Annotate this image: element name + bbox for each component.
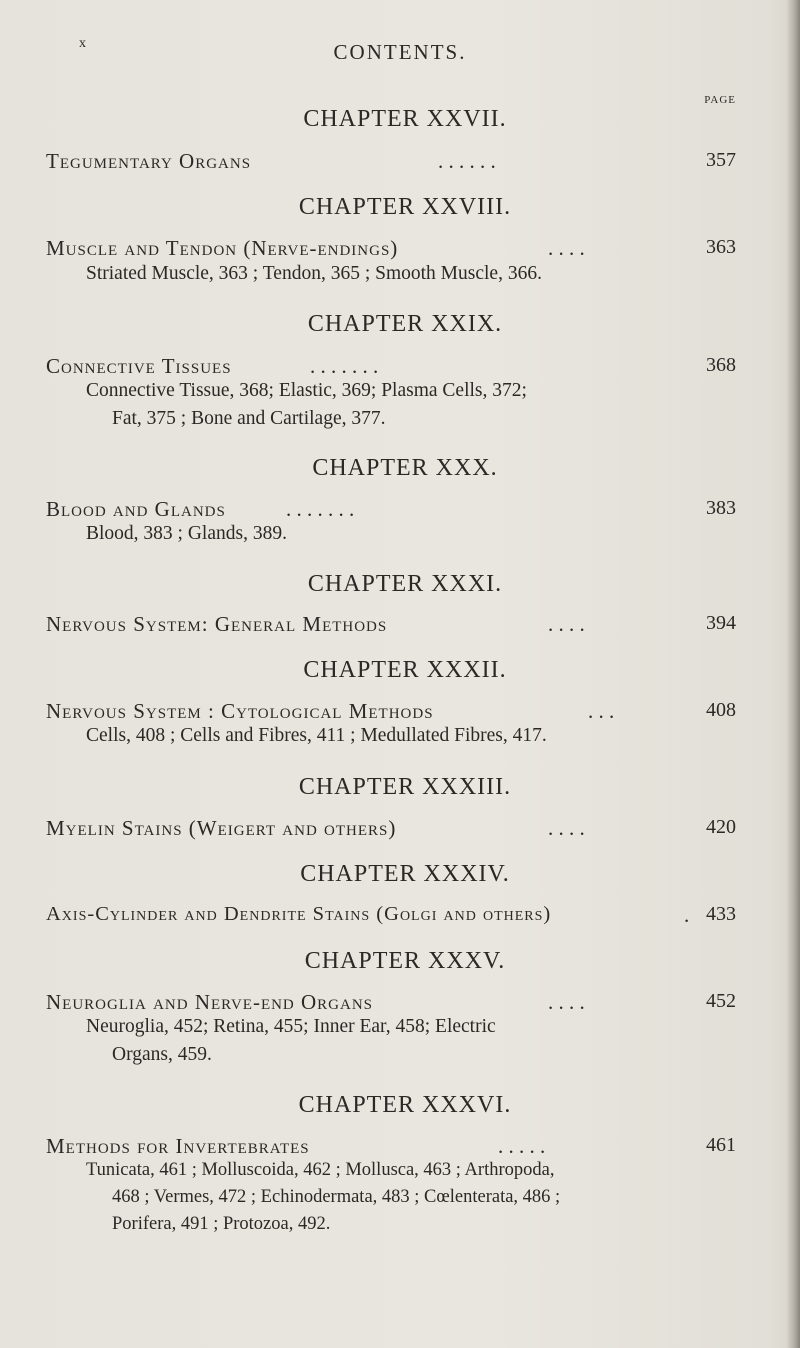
entry-title: Neuroglia and Nerve-end Organs [46,990,374,1014]
page-number: x [79,36,86,51]
entry-title: Methods for Invertebrates [46,1134,310,1158]
leader-dots: . . . . . . . [310,354,379,378]
running-title: CONTENTS. [333,40,467,64]
entry-title: Axis-Cylinder and Dendrite Stains (Golgi and others) [46,903,552,925]
leader-dots: . . . . [548,816,585,840]
entry-subtopics: Blood, 383 ; Glands, 389. [86,523,287,544]
entry-subtopics: Tunicata, 461 ; Molluscoida, 462 ; Mollusca, 463 ; Arthropoda, [86,1160,555,1180]
toc-entry[interactable] [46,236,736,266]
leader-dots: . . . [588,699,615,723]
leader-dots: . . . . . . . [286,497,355,521]
toc-entry[interactable] [46,612,736,642]
entry-subtopics: Neuroglia, 452; Retina, 455; Inner Ear, 458; Electric [86,1016,496,1037]
entry-subtopics: Cells, 408 ; Cells and Fibres, 411 ; Medullated Fibres, 417. [86,725,547,746]
chapter-heading: CHAPTER XXXIV. [300,861,510,887]
chapter-heading: CHAPTER XXVIII. [298,194,512,220]
toc-entry[interactable] [46,149,736,179]
entry-page: 433 [706,903,736,925]
page-column-label: PAGE [704,94,736,106]
entry-title: Blood and Glands [46,497,226,521]
leader-dots: . . . . [548,236,585,260]
entry-page: 394 [706,612,736,634]
entry-subtopics: 468 ; Vermes, 472 ; Echinodermata, 483 ; Cœlenterata, 486 ; [112,1187,561,1207]
entry-page: 363 [706,236,736,258]
chapter-heading: CHAPTER XXX. [312,455,498,481]
leader-dots: . . . . . . [438,149,496,173]
leader-dots: . . . . [548,990,585,1014]
entry-subtopics: Connective Tissue, 368; Elastic, 369; Plasma Cells, 372; [86,380,527,401]
entry-page: 408 [706,699,736,721]
page-edge-shadow [786,0,800,1348]
chapter-heading: CHAPTER XXXV. [304,948,506,974]
chapter-heading: CHAPTER XXVII. [303,106,507,132]
entry-page: 383 [706,497,736,519]
chapter-heading: CHAPTER XXXIII. [298,774,512,800]
entry-page: 452 [706,990,736,1012]
entry-title: Myelin Stains (Weigert and others) [46,816,397,840]
toc-entry[interactable] [46,816,736,846]
leader-dots: . [684,903,690,927]
chapter-heading: CHAPTER XXXI. [307,571,503,597]
entry-page: 461 [706,1134,736,1156]
chapter-heading: CHAPTER XXIX. [307,311,503,337]
entry-title: Tegumentary Organs [46,149,252,173]
chapter-heading: CHAPTER XXXVI. [298,1092,512,1118]
entry-subtopics: Striated Muscle, 363 ; Tendon, 365 ; Smooth Muscle, 366. [86,263,542,284]
entry-page: 368 [706,354,736,376]
chapter-heading: CHAPTER XXXII. [303,657,507,683]
entry-subtopics: Porifera, 491 ; Protozoa, 492. [112,1214,331,1234]
entry-subtopics: Fat, 375 ; Bone and Cartilage, 377. [112,408,386,429]
entry-page: 420 [706,816,736,838]
leader-dots: . . . . [548,612,585,636]
entry-subtopics: Organs, 459. [112,1044,212,1065]
toc-entry[interactable] [46,903,736,933]
entry-page: 357 [706,149,736,171]
entry-title: Connective Tissues [46,354,232,378]
entry-title: Nervous System: General Methods [46,612,388,636]
leader-dots: . . . . . [498,1134,546,1158]
entry-title: Muscle and Tendon (Nerve-endings) [46,236,399,260]
entry-title: Nervous System : Cytological Methods [46,699,434,723]
